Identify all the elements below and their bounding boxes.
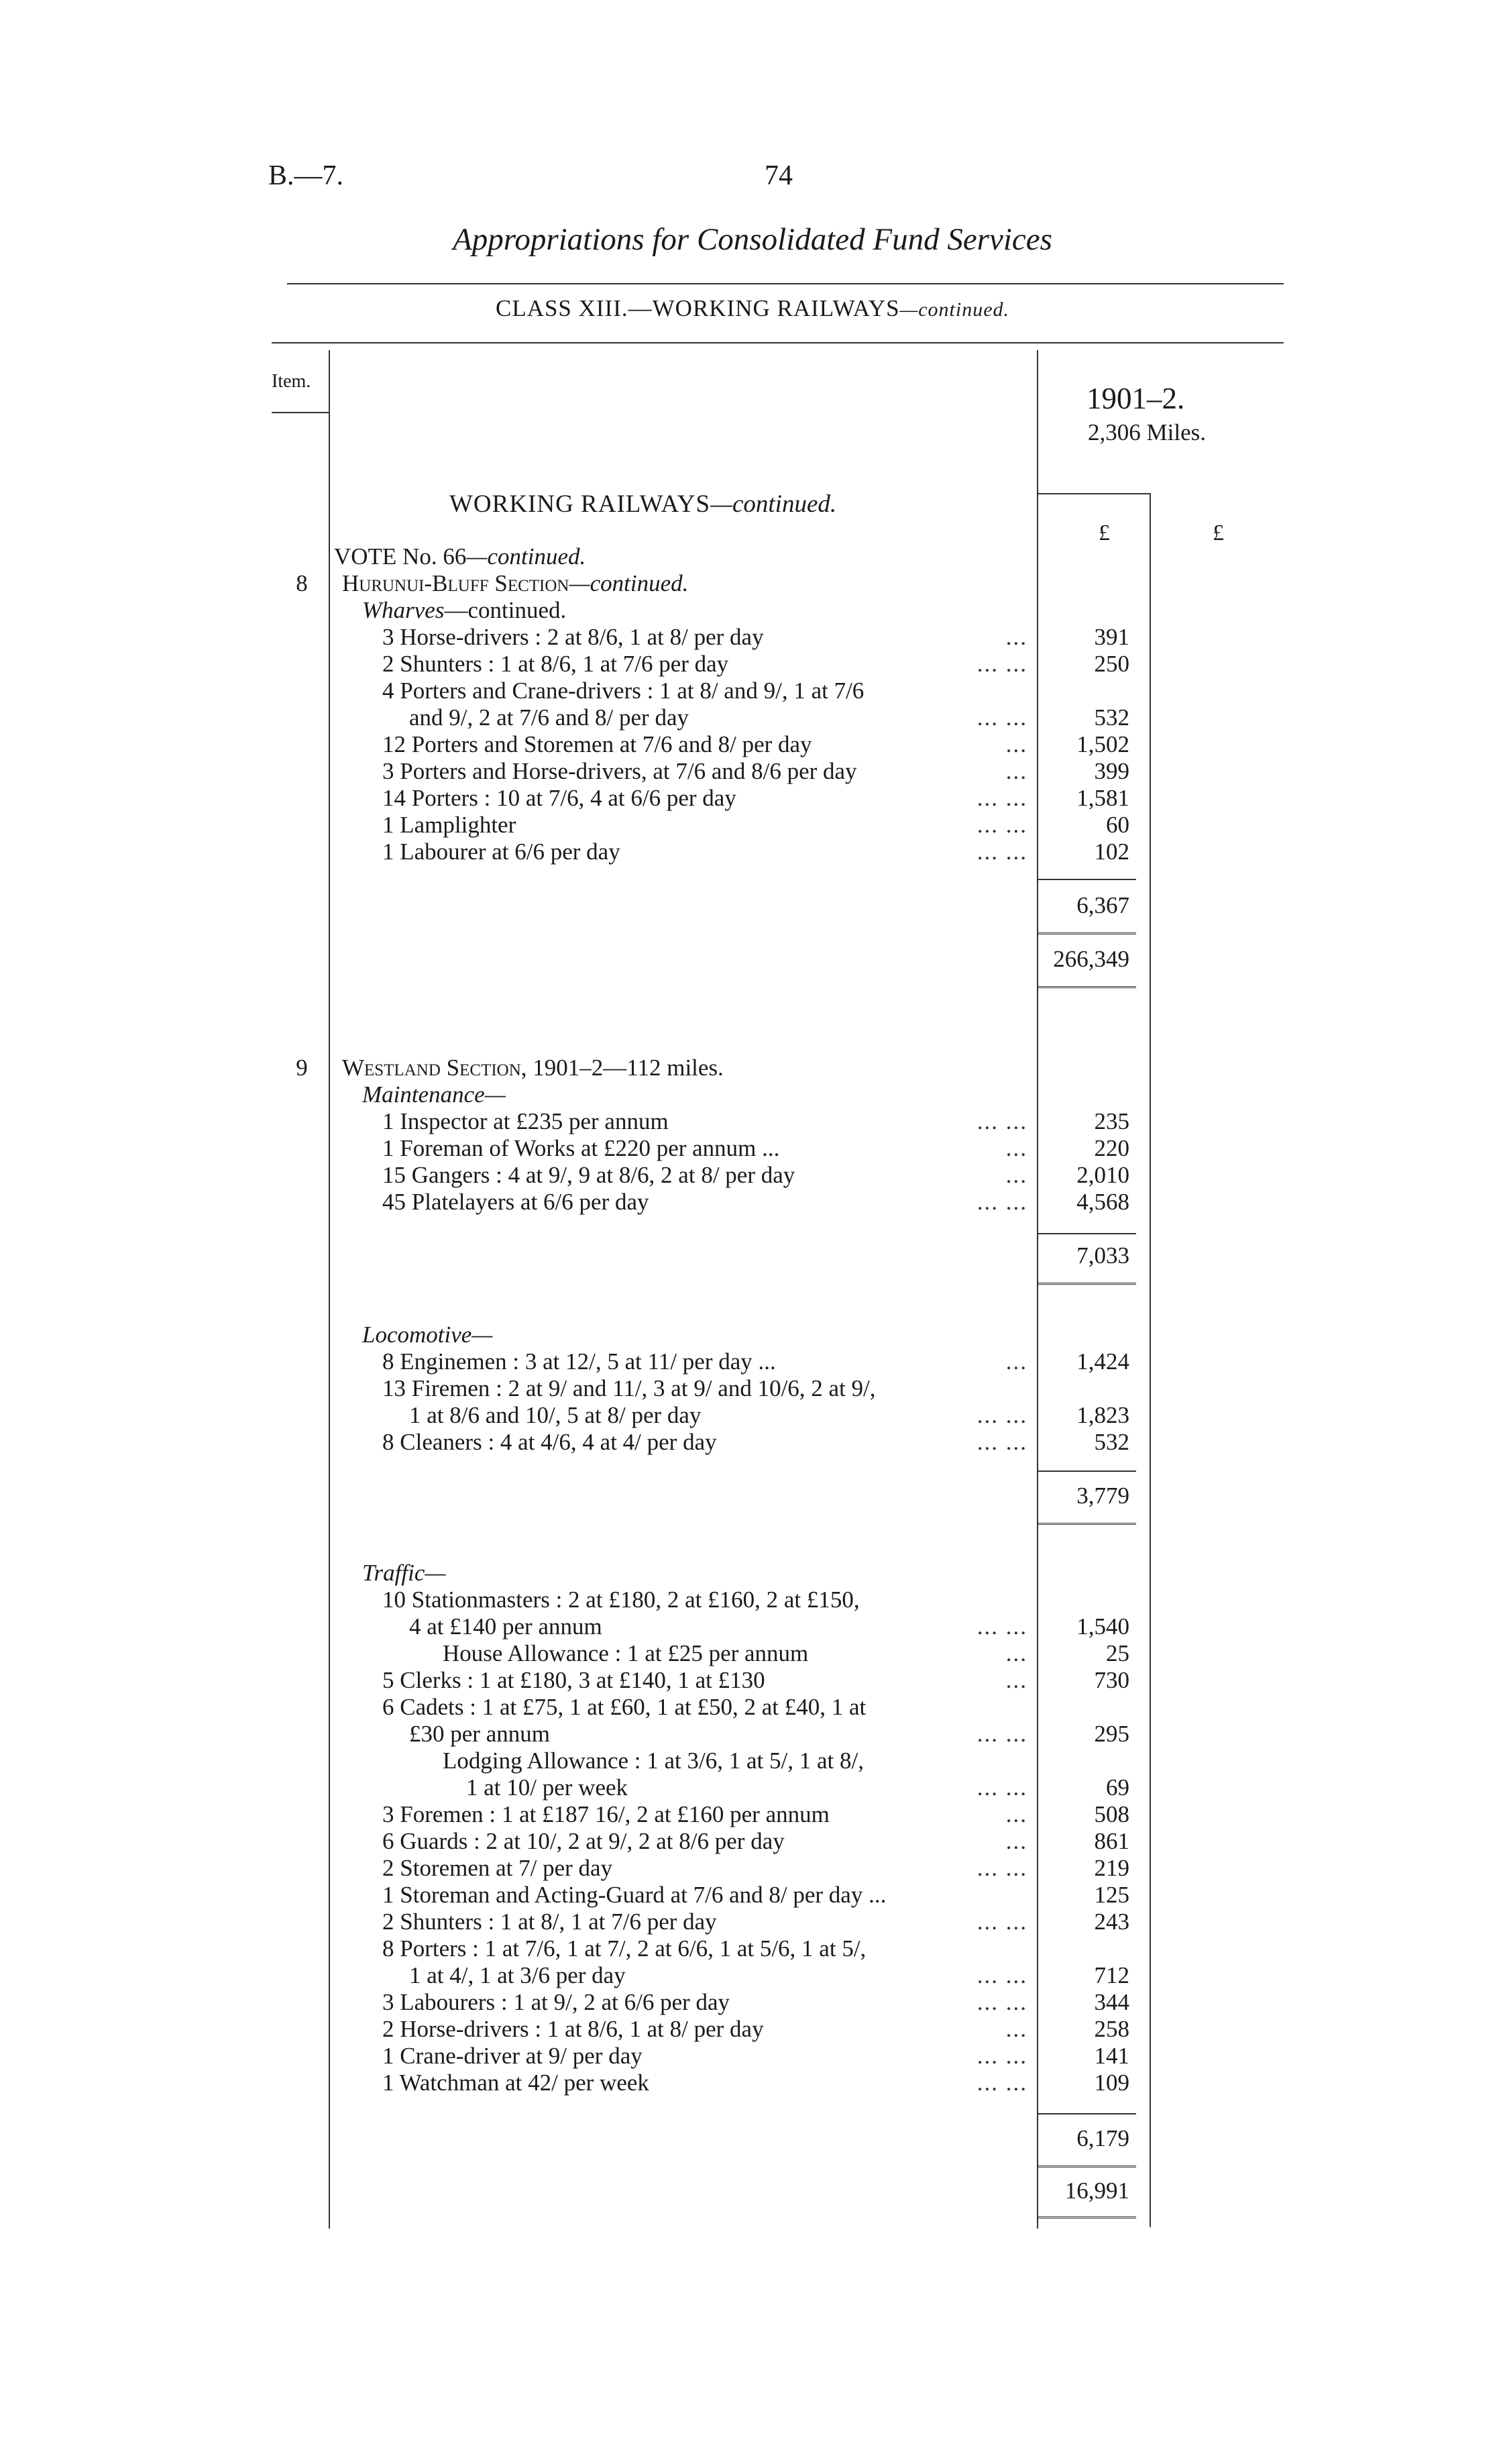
leader-dots: ... ... — [977, 785, 1027, 811]
line-item — [0, 1667, 1505, 1694]
leader-dots: ... ... — [977, 1108, 1027, 1134]
subtotal-rule — [1038, 2165, 1136, 2169]
line-item — [0, 1989, 1505, 2016]
line-amount: 141 — [1094, 2043, 1129, 2069]
leader-dots: ... ... — [977, 1721, 1027, 1747]
line-text: 3 Labourers : 1 at 9/, 2 at 6/6 per day — [382, 1989, 730, 2015]
leader-dots: ... ... — [977, 651, 1027, 677]
subtotal-rule — [1038, 932, 1136, 936]
line-text: 1 Watchman at 42/ per week — [382, 2070, 649, 2096]
line-text: 6 Cadets : 1 at £75, 1 at £60, 1 at £50, 2 at £40, 1 at — [382, 1694, 867, 1720]
line-text: 1 at 10/ per week — [466, 1774, 628, 1801]
line-item — [0, 1402, 1505, 1429]
line-item — [0, 1162, 1505, 1189]
line-text: 5 Clerks : 1 at £180, 3 at £140, 1 at £130 — [382, 1667, 765, 1693]
header-rule-top — [287, 283, 1284, 284]
line-text: 45 Platelayers at 6/6 per day — [382, 1189, 649, 1215]
line-text: 2 Horse-drivers : 1 at 8/6, 1 at 8/ per day — [382, 2016, 764, 2042]
class-heading — [0, 295, 1505, 322]
item-number: 9 — [296, 1055, 308, 1081]
line-item — [0, 731, 1505, 758]
vote-row — [0, 543, 1505, 570]
leader-dots: ... ... — [977, 1855, 1027, 1881]
working-railways-suffix: —continued. — [710, 490, 837, 518]
leader-dots: ... ... — [977, 2043, 1027, 2069]
line-item — [0, 2070, 1505, 2096]
line-text: 2 Storemen at 7/ per day — [382, 1855, 613, 1881]
leader-dots: ... ... — [977, 1613, 1027, 1640]
leader-dots: ... — [1005, 1135, 1027, 1161]
line-text: 12 Porters and Storemen at 7/6 and 8/ per day — [382, 731, 812, 757]
line-amount: 219 — [1094, 1855, 1129, 1881]
group-title — [362, 597, 566, 624]
line-text: 4 at £140 per annum — [409, 1613, 602, 1640]
line-item — [0, 785, 1505, 812]
leader-dots: ... ... — [977, 812, 1027, 838]
line-item — [0, 651, 1505, 678]
line-item — [0, 704, 1505, 731]
leader-dots: ... ... — [977, 2070, 1027, 2096]
line-amount: 235 — [1094, 1108, 1129, 1134]
vote-number: VOTE No. 66 — [334, 543, 467, 570]
leader-dots: ... — [1005, 624, 1027, 650]
vote-label — [334, 543, 586, 570]
total-rule — [1038, 2216, 1136, 2220]
line-item — [0, 2016, 1505, 2043]
line-item — [0, 1828, 1505, 1855]
item-header-rule — [272, 412, 329, 413]
line-text: 4 Porters and Crane-drivers : 1 at 8/ and 9/, 1 at 7/6 — [382, 678, 865, 704]
line-item — [0, 1640, 1505, 1667]
line-text: 1 Storeman and Acting-Guard at 7/6 and 8/ per day ... — [382, 1882, 887, 1908]
item8-group-row — [0, 597, 1505, 624]
line-amount: 399 — [1094, 758, 1129, 784]
line-text: 1 at 8/6 and 10/, 5 at 8/ per day — [409, 1402, 702, 1428]
line-text: 3 Horse-drivers : 2 at 8/6, 1 at 8/ per day — [382, 624, 764, 650]
line-amount: 508 — [1094, 1801, 1129, 1827]
line-text: 8 Porters : 1 at 7/6, 1 at 7/, 2 at 6/6, 1 at 5/6, 1 at 5/, — [382, 1935, 867, 1962]
line-item — [0, 812, 1505, 839]
page-number: 74 — [765, 160, 793, 191]
leader-dots: ... — [1005, 731, 1027, 757]
section-name: Hurunui-Bluff Section — [342, 570, 569, 596]
line-amount: 243 — [1094, 1909, 1129, 1935]
line-amount: 391 — [1094, 624, 1129, 650]
line-amount: 532 — [1094, 704, 1129, 731]
line-amount: 712 — [1094, 1962, 1129, 1988]
subtotal-amount: 6,179 — [1076, 2125, 1129, 2151]
working-railways-heading — [449, 490, 836, 519]
line-item — [0, 1774, 1505, 1801]
line-amount: 220 — [1094, 1135, 1129, 1161]
line-text: Lodging Allowance : 1 at 3/6, 1 at 5/, 1 at 8/, — [443, 1748, 864, 1774]
leader-dots: ... ... — [977, 1774, 1027, 1801]
line-item — [0, 678, 1505, 704]
line-amount: 295 — [1094, 1721, 1129, 1747]
line-text: 10 Stationmasters : 2 at £180, 2 at £160, 2 at £150, — [382, 1587, 860, 1613]
leader-dots: ... ... — [977, 704, 1027, 731]
line-amount: 25 — [1106, 1640, 1129, 1666]
column-header-rule — [1037, 493, 1150, 494]
subtotal-rule — [1038, 1470, 1136, 1472]
subtotal-amount: 7,033 — [1076, 1242, 1129, 1269]
maintenance-heading: Maintenance— — [362, 1081, 506, 1108]
line-amount: 1,502 — [1076, 731, 1129, 757]
line-item — [0, 624, 1505, 651]
line-item — [0, 1882, 1505, 1909]
line-amount: 102 — [1094, 839, 1129, 865]
line-text: 3 Foremen : 1 at £187 16/, 2 at £160 per annum — [382, 1801, 830, 1827]
group-name: Wharves — [362, 597, 445, 623]
line-amount: 1,823 — [1076, 1402, 1129, 1428]
group-suffix: —continued. — [444, 597, 567, 623]
line-item — [0, 1801, 1505, 1828]
currency-symbol-2: £ — [1213, 521, 1224, 545]
line-amount: 2,010 — [1076, 1162, 1129, 1188]
document-code: B.—7. — [268, 160, 344, 191]
line-text: 1 Inspector at £235 per annum — [382, 1108, 669, 1134]
line-item — [0, 1375, 1505, 1402]
subtotal-amount: 6,367 — [1076, 892, 1129, 918]
leader-dots: ... — [1005, 1801, 1027, 1827]
miles-header: 2,306 Miles. — [1088, 419, 1206, 445]
section-title — [342, 1055, 724, 1081]
leader-dots: ... — [1005, 758, 1027, 784]
line-item — [0, 1429, 1505, 1456]
subtotal-rule — [1038, 2113, 1136, 2114]
line-item — [0, 1909, 1505, 1935]
line-text: 1 Labourer at 6/6 per day — [382, 839, 620, 865]
line-item — [0, 758, 1505, 785]
line-text: 1 Foreman of Works at £220 per annum ... — [382, 1135, 780, 1161]
line-item — [0, 1721, 1505, 1748]
maintenance-heading-row — [0, 1081, 1505, 1108]
line-amount: 532 — [1094, 1429, 1129, 1455]
subtotal-rule — [1038, 1523, 1136, 1526]
line-text: and 9/, 2 at 7/6 and 8/ per day — [409, 704, 689, 731]
line-amount: 60 — [1106, 812, 1129, 838]
line-amount: 1,424 — [1076, 1348, 1129, 1375]
locomotive-heading: Locomotive— — [362, 1322, 493, 1348]
leader-dots: ... ... — [977, 1189, 1027, 1215]
leader-dots: ... ... — [977, 1909, 1027, 1935]
line-text: 1 at 4/, 1 at 3/6 per day — [409, 1962, 626, 1988]
line-text: House Allowance : 1 at £25 per annum — [443, 1640, 809, 1666]
line-item — [0, 1855, 1505, 1882]
line-text: 6 Guards : 2 at 10/, 2 at 9/, 2 at 8/6 per day — [382, 1828, 785, 1854]
line-text: 1 Lamplighter — [382, 812, 516, 838]
line-text: 1 Crane-driver at 9/ per day — [382, 2043, 643, 2069]
line-amount: 861 — [1094, 1828, 1129, 1854]
line-text: 13 Firemen : 2 at 9/ and 11/, 3 at 9/ and 10/6, 2 at 9/, — [382, 1375, 876, 1401]
line-text: 8 Cleaners : 4 at 4/6, 4 at 4/ per day — [382, 1429, 717, 1455]
line-amount: 4,568 — [1076, 1189, 1129, 1215]
item-column-header: Item. — [272, 371, 311, 392]
leader-dots: ... — [1005, 1348, 1027, 1375]
year-header: 1901–2. — [1086, 382, 1185, 415]
section-suffix: —continued. — [569, 570, 689, 596]
traffic-heading: Traffic— — [362, 1560, 446, 1586]
leader-dots: ... — [1005, 1828, 1027, 1854]
leader-dots: ... — [1005, 2016, 1027, 2042]
line-item — [0, 1135, 1505, 1162]
class-heading-suffix: —continued. — [899, 299, 1010, 321]
item8-section-row — [0, 570, 1505, 597]
line-item — [0, 2043, 1505, 2070]
line-item — [0, 839, 1505, 865]
locomotive-heading-row — [0, 1322, 1505, 1348]
leader-dots: ... ... — [977, 1429, 1027, 1455]
line-amount: 69 — [1106, 1774, 1129, 1801]
line-item — [0, 1748, 1505, 1774]
subtotal-rule — [1038, 1233, 1136, 1234]
line-item — [0, 1694, 1505, 1721]
vote-suffix: —continued. — [466, 543, 586, 570]
line-item — [0, 1962, 1505, 1989]
line-amount: 1,540 — [1076, 1613, 1129, 1640]
subtotal-rule — [1038, 879, 1136, 880]
class-heading-text: CLASS XIII.—WORKING RAILWAYS — [495, 295, 900, 321]
line-amount: 730 — [1094, 1667, 1129, 1693]
line-text: 14 Porters : 10 at 7/6, 4 at 6/6 per day — [382, 785, 736, 811]
leader-dots: ... ... — [977, 839, 1027, 865]
currency-symbol-1: £ — [1099, 521, 1110, 545]
item9-section-row — [0, 1055, 1505, 1081]
section-name: Westland Section — [342, 1055, 521, 1081]
line-item — [0, 1587, 1505, 1613]
line-item — [0, 1613, 1505, 1640]
leader-dots: ... ... — [977, 1402, 1027, 1428]
line-text: 8 Enginemen : 3 at 12/, 5 at 11/ per day ... — [382, 1348, 776, 1375]
line-amount: 344 — [1094, 1989, 1129, 2015]
line-text: £30 per annum — [409, 1721, 550, 1747]
line-amount: 109 — [1094, 2070, 1129, 2096]
subtotal-amount: 3,779 — [1076, 1483, 1129, 1509]
line-amount: 125 — [1094, 1882, 1129, 1908]
line-amount: 250 — [1094, 651, 1129, 677]
line-item — [0, 1189, 1505, 1216]
line-item — [0, 1108, 1505, 1135]
leader-dots: ... ... — [977, 1962, 1027, 1988]
leader-dots: ... — [1005, 1162, 1027, 1188]
section-title — [342, 570, 688, 597]
item-number: 8 — [296, 570, 308, 596]
item-total-amount: 266,349 — [1053, 946, 1129, 972]
leader-dots: ... — [1005, 1667, 1027, 1693]
working-railways-label: WORKING RAILWAYS — [449, 490, 711, 518]
line-text: 15 Gangers : 4 at 9/, 9 at 8/6, 2 at 8/ per day — [382, 1162, 795, 1188]
line-amount: 1,581 — [1076, 785, 1129, 811]
header-rule-bottom — [272, 342, 1284, 343]
subtotal-rule — [1038, 1283, 1136, 1286]
line-text: 3 Porters and Horse-drivers, at 7/6 and 8/6 per day — [382, 758, 857, 784]
line-amount: 258 — [1094, 2016, 1129, 2042]
page-title: Appropriations for Consolidated Fund Services — [453, 222, 1052, 257]
line-item — [0, 1348, 1505, 1375]
leader-dots: ... ... — [977, 1989, 1027, 2015]
line-item — [0, 1935, 1505, 1962]
traffic-heading-row — [0, 1560, 1505, 1587]
total-rule — [1038, 986, 1136, 989]
leader-dots: ... — [1005, 1640, 1027, 1666]
line-text: 2 Shunters : 1 at 8/, 1 at 7/6 per day — [382, 1909, 717, 1935]
section-suffix: , 1901–2—112 miles. — [520, 1055, 724, 1081]
item-total-amount: 16,991 — [1064, 2178, 1129, 2204]
line-text: 2 Shunters : 1 at 8/6, 1 at 7/6 per day — [382, 651, 729, 677]
